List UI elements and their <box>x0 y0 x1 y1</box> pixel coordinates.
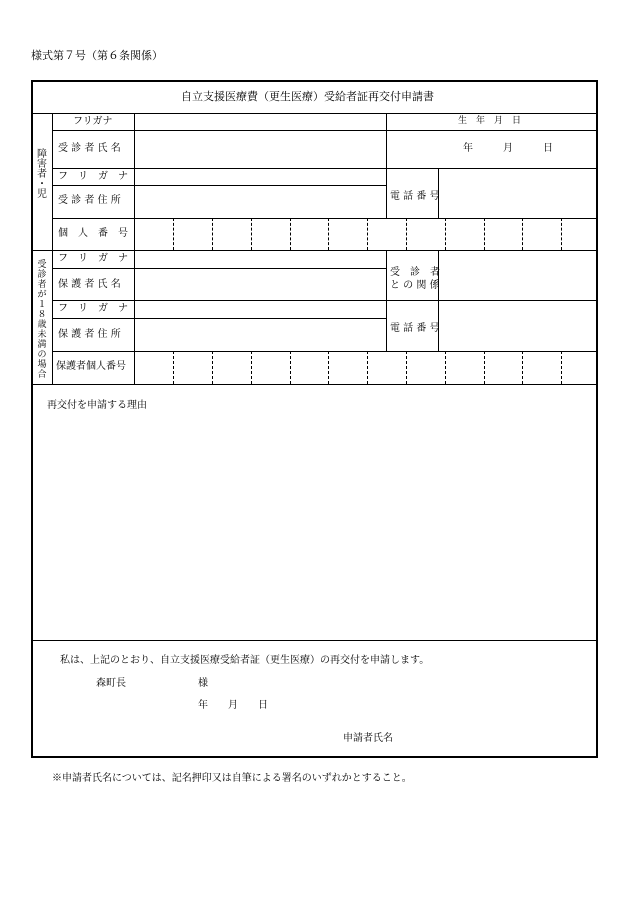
guardian-furigana-label: フ リ ガ ナ <box>58 253 128 264</box>
birth-date-value: 年 月 日 <box>463 143 553 154</box>
guardian-id-label: 保護者個人番号 <box>56 361 126 372</box>
applicant-label: 申請者氏名 <box>343 733 393 744</box>
honorific: 様 <box>198 678 208 689</box>
addressee: 森町長 <box>96 678 126 689</box>
birth-date-header: 生 年 月 日 <box>458 116 522 126</box>
footnote: ※申請者氏名については、記名押印又は自筆による署名のいずれかとすること。 <box>52 773 412 784</box>
relation-label-1: 受 診 者 <box>390 267 440 278</box>
patient-address-label: 受 診 者 住 所 <box>58 195 121 206</box>
patient-phone-label: 電 話 番 号 <box>390 191 440 202</box>
relation-label-2: と の 関 係 <box>390 280 440 291</box>
patient-name-label: 受 診 者 氏 名 <box>58 143 121 154</box>
guardian-side-label: 受 診 者 が １ ８ 歳 未 満 の 場 合 <box>37 260 47 380</box>
form-title: 自立支援医療費（更生医療）受給者証再交付申請書 <box>181 90 434 103</box>
patient-id-label: 個 人 番 号 <box>58 228 128 239</box>
guardian-address-furigana-label: フ リ ガ ナ <box>58 303 128 314</box>
guardian-address-label: 保 護 者 住 所 <box>58 329 121 340</box>
declaration-text: 私は、上記のとおり、自立支援医療受給者証（更生医療）の再交付を申請します。 <box>60 655 430 666</box>
patient-side-label: 障 害 者 ・ 児 <box>37 149 47 200</box>
form-number: 様式第７号（第６条関係） <box>31 49 163 62</box>
guardian-phone-label: 電 話 番 号 <box>390 323 440 334</box>
date-line: 年 月 日 <box>198 700 268 711</box>
guardian-name-label: 保 護 者 氏 名 <box>58 279 121 290</box>
patient-furigana-label: フリガナ <box>73 116 113 127</box>
patient-address-furigana-label: フ リ ガ ナ <box>58 171 128 182</box>
reason-label: 再交付を申請する理由 <box>47 400 147 411</box>
